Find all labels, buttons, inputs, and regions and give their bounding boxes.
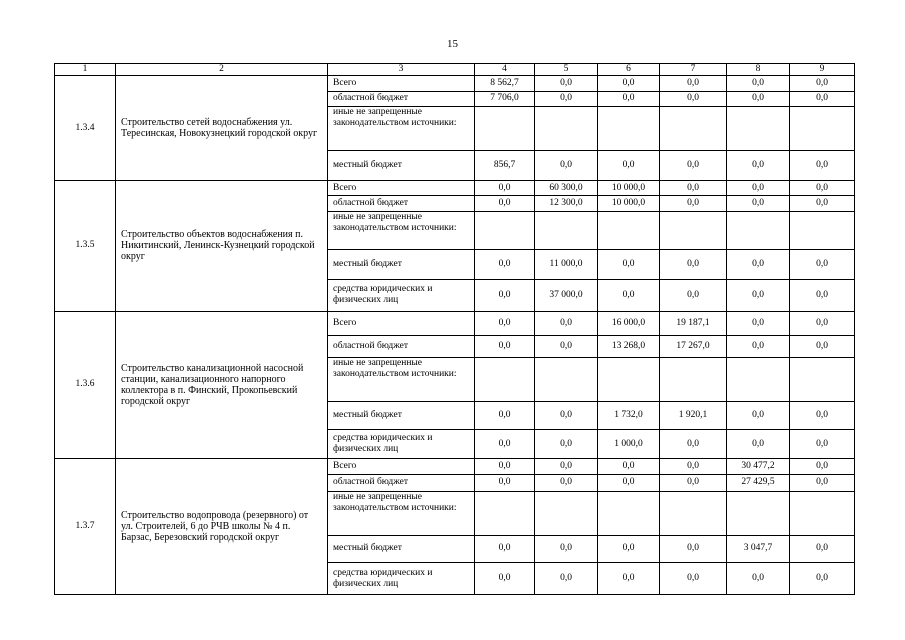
value-cell: 0,0 — [660, 196, 727, 211]
value-cell — [535, 106, 598, 150]
value-cell: 0,0 — [727, 402, 790, 430]
column-header-3: 3 — [328, 64, 475, 76]
column-header-9: 9 — [790, 64, 855, 76]
funding-source: иные не запрещенные законодательством источники: — [328, 106, 475, 150]
value-cell: 0,0 — [598, 76, 660, 91]
funding-source: областной бюджет — [328, 474, 475, 491]
column-header-4: 4 — [475, 64, 535, 76]
value-cell — [790, 211, 855, 250]
value-cell — [598, 491, 660, 535]
value-cell: 0,0 — [475, 563, 535, 595]
value-cell: 0,0 — [790, 402, 855, 430]
funding-source: областной бюджет — [328, 91, 475, 106]
value-cell: 0,0 — [660, 250, 727, 280]
value-cell: 0,0 — [660, 150, 727, 181]
value-cell — [535, 358, 598, 402]
funding-source: средства юридических и физических лиц — [328, 563, 475, 595]
value-cell: 27 429,5 — [727, 474, 790, 491]
value-cell: 0,0 — [535, 311, 598, 335]
value-cell: 0,0 — [727, 150, 790, 181]
value-cell: 16 000,0 — [598, 311, 660, 335]
value-cell: 0,0 — [727, 429, 790, 459]
table-header-row — [55, 64, 855, 76]
value-cell: 0,0 — [475, 250, 535, 280]
value-cell: 0,0 — [660, 76, 727, 91]
value-cell: 1 000,0 — [598, 429, 660, 459]
value-cell: 1 920,1 — [660, 402, 727, 430]
value-cell: 0,0 — [790, 181, 855, 196]
column-header-7: 7 — [660, 64, 727, 76]
value-cell — [475, 211, 535, 250]
value-cell: 8 562,7 — [475, 76, 535, 91]
funding-source: Всего — [328, 181, 475, 196]
value-cell — [727, 106, 790, 150]
value-cell: 0,0 — [790, 150, 855, 181]
value-cell: 11 000,0 — [535, 250, 598, 280]
value-cell: 0,0 — [660, 563, 727, 595]
funding-source: областной бюджет — [328, 336, 475, 358]
column-header-8: 8 — [727, 64, 790, 76]
item-name: Строительство объектов водоснабжения п. Никитинский, Ленинск-Кузнецкий городской округ — [116, 181, 328, 311]
item-name: Строительство сетей водоснабжения ул. Тересинская, Новокузнецкий городской округ — [116, 76, 328, 181]
value-cell: 0,0 — [790, 563, 855, 595]
value-cell — [790, 491, 855, 535]
column-header-6: 6 — [598, 64, 660, 76]
column-header-1: 1 — [55, 64, 116, 76]
value-cell: 0,0 — [727, 563, 790, 595]
value-cell: 0,0 — [535, 76, 598, 91]
value-cell: 0,0 — [598, 279, 660, 311]
value-cell: 0,0 — [790, 474, 855, 491]
table-row — [55, 181, 855, 196]
value-cell — [727, 491, 790, 535]
value-cell — [727, 211, 790, 250]
value-cell: 0,0 — [535, 150, 598, 181]
value-cell: 7 706,0 — [475, 91, 535, 106]
value-cell: 0,0 — [790, 459, 855, 474]
column-header-2: 2 — [116, 64, 328, 76]
value-cell: 0,0 — [475, 311, 535, 335]
funding-source: иные не запрещенные законодательством источники: — [328, 358, 475, 402]
value-cell — [598, 358, 660, 402]
value-cell: 0,0 — [660, 181, 727, 196]
value-cell: 0,0 — [475, 459, 535, 474]
value-cell: 0,0 — [660, 429, 727, 459]
value-cell: 0,0 — [727, 336, 790, 358]
value-cell: 0,0 — [535, 429, 598, 459]
item-code: 1.3.5 — [55, 181, 116, 311]
value-cell: 0,0 — [727, 279, 790, 311]
funding-source: местный бюджет — [328, 535, 475, 563]
value-cell: 0,0 — [535, 402, 598, 430]
funding-source: местный бюджет — [328, 402, 475, 430]
value-cell: 0,0 — [535, 336, 598, 358]
value-cell: 10 000,0 — [598, 196, 660, 211]
value-cell — [475, 358, 535, 402]
funding-source: Всего — [328, 459, 475, 474]
table-row — [55, 76, 855, 91]
funding-source: областной бюджет — [328, 196, 475, 211]
value-cell: 0,0 — [535, 474, 598, 491]
value-cell: 856,7 — [475, 150, 535, 181]
value-cell: 19 187,1 — [660, 311, 727, 335]
value-cell: 0,0 — [660, 459, 727, 474]
value-cell: 0,0 — [598, 563, 660, 595]
value-cell — [660, 491, 727, 535]
column-header-5: 5 — [535, 64, 598, 76]
value-cell: 0,0 — [598, 474, 660, 491]
value-cell: 0,0 — [598, 91, 660, 106]
value-cell: 0,0 — [727, 91, 790, 106]
value-cell — [475, 491, 535, 535]
value-cell — [660, 106, 727, 150]
item-code: 1.3.4 — [55, 76, 116, 181]
value-cell: 0,0 — [475, 535, 535, 563]
value-cell: 0,0 — [535, 91, 598, 106]
table-row — [55, 311, 855, 335]
funding-source: средства юридических и физических лиц — [328, 429, 475, 459]
value-cell: 12 300,0 — [535, 196, 598, 211]
item-name: Строительство водопровода (резервного) от ул. Строителей, 6 до РЧВ школы № 4 п. Барзас, Березовский городской округ — [116, 459, 328, 595]
value-cell: 0,0 — [535, 563, 598, 595]
value-cell — [790, 106, 855, 150]
budget-table — [54, 63, 855, 595]
item-code: 1.3.6 — [55, 311, 116, 459]
value-cell: 0,0 — [790, 336, 855, 358]
value-cell: 0,0 — [598, 535, 660, 563]
value-cell: 3 047,7 — [727, 535, 790, 563]
value-cell: 0,0 — [727, 311, 790, 335]
funding-source: иные не запрещенные законодательством источники: — [328, 211, 475, 250]
value-cell: 0,0 — [475, 336, 535, 358]
funding-source: местный бюджет — [328, 250, 475, 280]
value-cell: 60 300,0 — [535, 181, 598, 196]
item-code: 1.3.7 — [55, 459, 116, 595]
value-cell: 0,0 — [790, 250, 855, 280]
value-cell: 0,0 — [790, 91, 855, 106]
value-cell: 13 268,0 — [598, 336, 660, 358]
value-cell — [727, 358, 790, 402]
value-cell: 0,0 — [790, 311, 855, 335]
value-cell: 0,0 — [475, 196, 535, 211]
value-cell: 30 477,2 — [727, 459, 790, 474]
value-cell: 0,0 — [535, 459, 598, 474]
value-cell: 0,0 — [475, 279, 535, 311]
table-row — [55, 459, 855, 474]
funding-source: Всего — [328, 76, 475, 91]
value-cell: 0,0 — [790, 76, 855, 91]
value-cell — [598, 106, 660, 150]
item-name: Строительство канализационной насосной станции, канализационного напорного коллектора в п. Финский, Прокопьевский городской округ — [116, 311, 328, 459]
value-cell: 0,0 — [790, 535, 855, 563]
funding-source: иные не запрещенные законодательством источники: — [328, 491, 475, 535]
value-cell: 0,0 — [475, 429, 535, 459]
value-cell: 0,0 — [727, 196, 790, 211]
value-cell: 0,0 — [727, 76, 790, 91]
funding-source: средства юридических и физических лиц — [328, 279, 475, 311]
funding-source: Всего — [328, 311, 475, 335]
value-cell: 0,0 — [475, 474, 535, 491]
value-cell: 0,0 — [598, 459, 660, 474]
value-cell — [660, 211, 727, 250]
value-cell: 0,0 — [660, 279, 727, 311]
value-cell: 0,0 — [475, 181, 535, 196]
value-cell — [790, 358, 855, 402]
value-cell — [660, 358, 727, 402]
page-number: 15 — [447, 38, 458, 50]
value-cell: 0,0 — [598, 150, 660, 181]
value-cell: 10 000,0 — [598, 181, 660, 196]
value-cell: 1 732,0 — [598, 402, 660, 430]
value-cell — [535, 491, 598, 535]
value-cell: 0,0 — [790, 196, 855, 211]
value-cell — [598, 211, 660, 250]
value-cell: 0,0 — [790, 279, 855, 311]
value-cell — [475, 106, 535, 150]
value-cell: 0,0 — [598, 250, 660, 280]
value-cell: 37 000,0 — [535, 279, 598, 311]
value-cell: 0,0 — [535, 535, 598, 563]
value-cell: 0,0 — [727, 250, 790, 280]
funding-source: местный бюджет — [328, 150, 475, 181]
value-cell: 0,0 — [475, 402, 535, 430]
value-cell: 0,0 — [660, 474, 727, 491]
value-cell — [535, 211, 598, 250]
value-cell: 0,0 — [790, 429, 855, 459]
value-cell: 0,0 — [660, 535, 727, 563]
value-cell: 0,0 — [660, 91, 727, 106]
value-cell: 0,0 — [727, 181, 790, 196]
value-cell: 17 267,0 — [660, 336, 727, 358]
